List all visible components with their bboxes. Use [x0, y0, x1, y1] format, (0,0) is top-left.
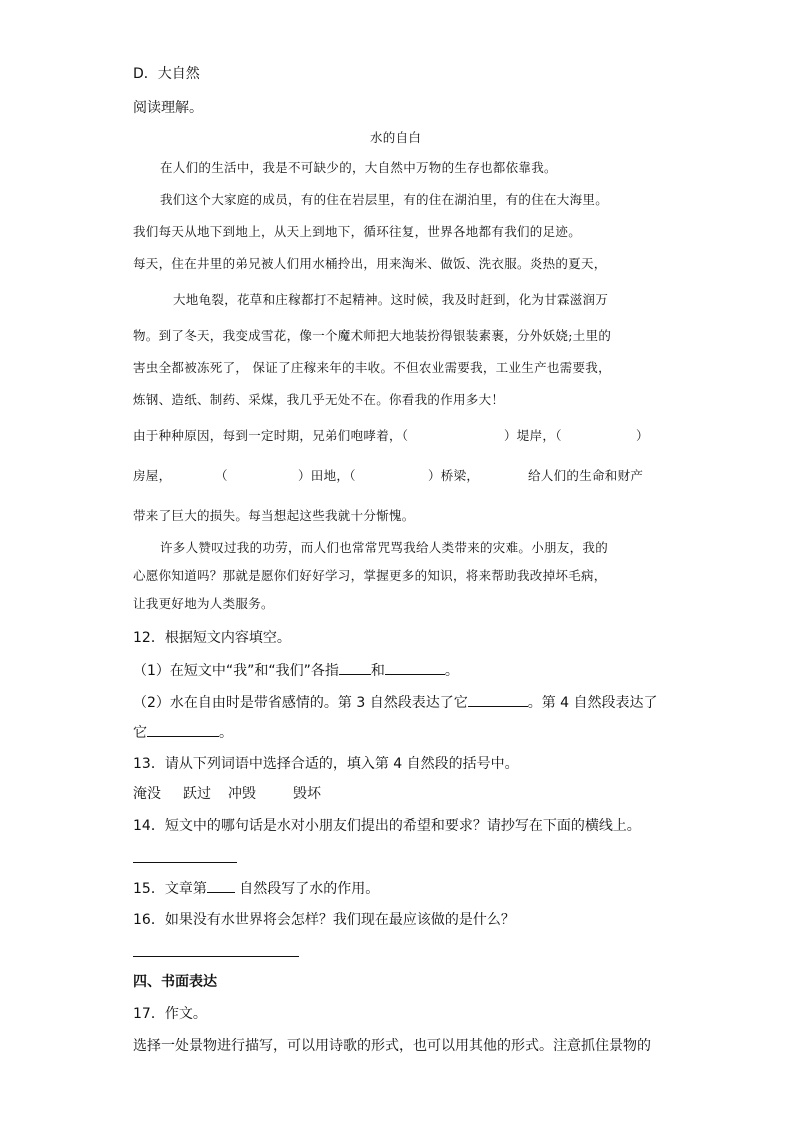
q13-word-2: 跃过	[183, 786, 211, 802]
q12-sub2-cont	[133, 722, 233, 743]
q14-answer-line[interactable]	[133, 862, 237, 863]
q14-stem: 14．短文中的哪句话是水对小朋友们提出的希望和要求？请抄写在下面的横线上。	[133, 818, 641, 834]
passage-p4-line2c: ）田地，（	[298, 468, 356, 483]
q13-word-1: 淹没	[133, 786, 161, 802]
q13-word-4: 毁坏	[293, 786, 321, 802]
passage-p2-line2: 我们每天从地下到地上，从天上到地下，循环往复，世界各地都有我们的足迹。	[133, 224, 582, 239]
q12-sub1-text-b: 和	[370, 663, 385, 679]
passage-p4-line2d: ）桥梁，	[428, 468, 480, 483]
passage-p4-line1c: ）	[636, 428, 649, 443]
q16-stem: 16．如果没有水世界将会怎样？我们现在最应该做的是什么？	[133, 912, 515, 928]
passage-p2-line1: 我们这个大家庭的成员，有的住在岩层里，有的住在湖泊里，有的住在大海里。	[160, 192, 609, 207]
q12-blank-3[interactable]	[468, 692, 528, 707]
passage-p4-line1b: ）堤岸，（	[504, 428, 562, 443]
q12-sub2-text-d: 。	[219, 725, 233, 741]
passage-p3-line4: 害虫全都被冻死了， 保证了庄稼来年的丰收。不但农业需要我，工业生产也需要我，	[133, 360, 611, 375]
q15-text-a: 15．文章第	[133, 881, 207, 897]
passage-p4-line3: 带来了巨大的损失。每当想起这些我就十分惭愧。	[133, 508, 415, 523]
q12-sub1	[133, 660, 459, 681]
passage-p3-line1: 每天，住在井里的弟兄被人们用水桶拎出，用来淘米、做饭、洗衣服。炎热的夏天，	[133, 256, 607, 271]
passage-p5-line3: 让我更好地为人类服务。	[133, 596, 274, 611]
passage-p1: 在人们的生活中，我是不可缺少的，大自然中万物的生存也都依靠我。	[160, 160, 557, 175]
q12-blank-2[interactable]	[385, 660, 445, 675]
passage-p5-line2: 心愿你知道吗？那就是愿你们好好学习，掌握更多的知识，将来帮助我改掉坏毛病，	[133, 568, 607, 583]
q15-text-b: 自然段写了水的作用。	[234, 881, 380, 897]
q12-sub1-text-a: （1）在短文中“我”和“我们”各指	[133, 663, 339, 679]
q16-answer-line[interactable]	[133, 956, 299, 957]
passage-p4-line2e: 给人们的生命和财产	[528, 468, 644, 483]
q12-blank-1[interactable]	[339, 660, 371, 675]
passage-p3-line2: 大地龟裂，花草和庄稼都打不起精神。这时候，我及时赶到，化为甘霖滋润万	[173, 292, 609, 307]
section-reading: 阅读理解。	[133, 100, 203, 116]
q13-word-3: 冲毁	[228, 786, 256, 802]
passage-p4-line2b: （	[215, 468, 228, 483]
option-d: D．大自然	[133, 66, 200, 82]
q17-stem: 17．作文。	[133, 1006, 207, 1022]
passage-p3-line5: 炼钢、造纸、制药、采煤，我几乎无处不在。你看我的作用多大！	[133, 392, 505, 407]
q15	[133, 878, 379, 899]
passage-p5-line1: 许多人赞叹过我的功劳，而人们也常常咒骂我给人类带来的灾难。小朋友，我的	[160, 540, 609, 555]
q12-blank-4[interactable]	[147, 722, 219, 737]
passage-p4-line2a: 房屋，	[133, 468, 172, 483]
passage-p3-line3: 物。到了冬天，我变成雪花，像一个魔术师把大地装扮得银装素裹，分外妖娆;土里的	[133, 328, 612, 343]
passage-title: 水的自白	[370, 130, 422, 145]
q12-sub2-text-a: （2）水在自由时是带省感情的。第 3 自然段表达了它	[133, 695, 468, 711]
q13-stem: 13．请从下列词语中选择合适的，填入第 4 自然段的括号中。	[133, 756, 519, 772]
q12-sub1-text-c: 。	[444, 663, 459, 679]
q12-sub2-text-b: 。第 4 自然段表达了	[527, 695, 658, 711]
q12-sub2-text-c: 它	[133, 725, 147, 741]
q17-body: 选择一处景物进行描写，可以用诗歌的形式，也可以用其他的形式。注意抓住景物的	[133, 1038, 651, 1054]
passage-p4-line1a: 由于种种原因，每到一定时期，兄弟们咆哮着，（	[133, 428, 409, 443]
q15-blank[interactable]	[207, 878, 235, 893]
q12-stem: 12．根据短文内容填空。	[133, 630, 291, 646]
q12-sub2	[133, 692, 658, 713]
section4-heading: 四、书面表达	[133, 974, 217, 990]
